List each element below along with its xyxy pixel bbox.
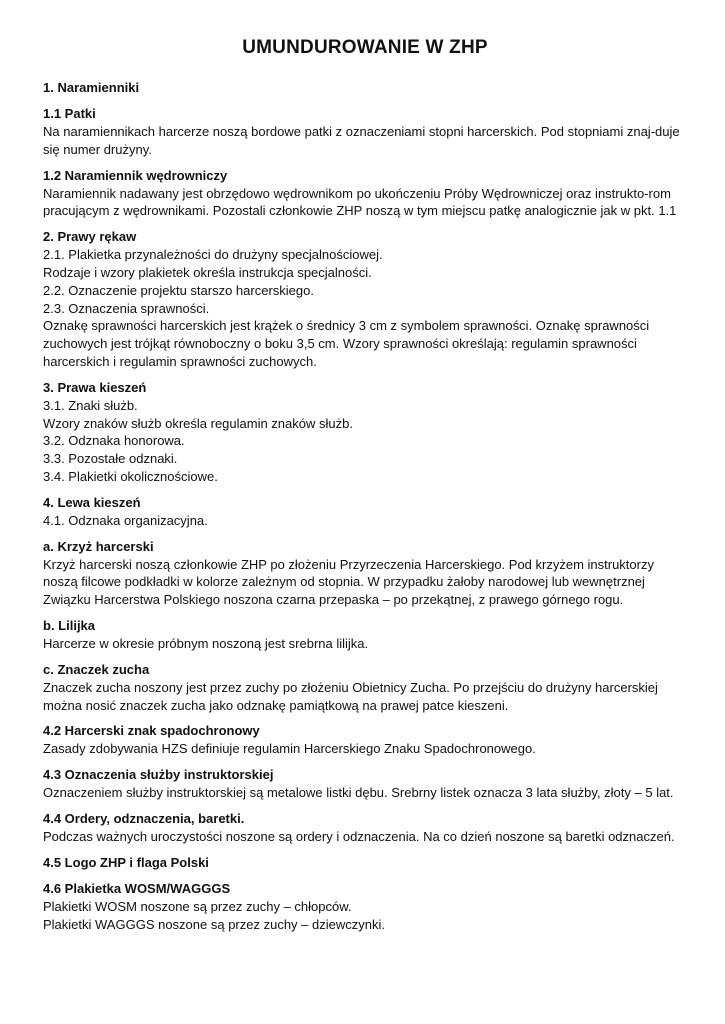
section-prawa-kieszen (43, 379, 687, 486)
paragraph: Oznakę sprawności harcerskich jest krążek o średnicy 3 cm z symbolem sprawności. Oznakę sprawności zuchowych jest trójkąt równoboczny o boku 3,5 cm. Wzory sprawności określają: regulamin sprawności harcerskich i regulamin sprawności zuchowych. (43, 318, 650, 369)
section-znak-spadochronowy (43, 722, 687, 758)
paragraph: Rodzaje i wzory plakietek określa instrukcja specjalności. (43, 264, 372, 280)
section-heading: 4.5 Logo ZHP i flaga Polski (43, 854, 209, 870)
paragraph: Krzyż harcerski noszą członkowie ZHP po złożeniu Przyrzeczenia Harcerskiego. Pod krzyżem instruktorzy noszą filcowe podkładki w kolorze zależnym od stopnia. W przypadku żałoby narodowej lub wewnętrznej Związku Harcerstwa Polskiego noszona czarna przepaska – po przekątnej, z prawego górnego rogu. (43, 556, 654, 608)
section-heading: 4.3 Oznaczenia służby instruktorskiej (43, 767, 274, 783)
section-lilijka (43, 617, 687, 653)
section-heading: b. Lilijka (43, 617, 96, 633)
paragraph: Plakietki WOSM noszone są przez zuchy – chłopców. (43, 898, 352, 914)
section-heading: 4.2 Harcerski znak spadochronowy (43, 723, 260, 739)
section-patki (43, 105, 687, 159)
section-heading: 2. Prawy rękaw (43, 229, 137, 245)
paragraph: 4.1. Odznaka organizacyjna. (43, 512, 208, 528)
section-naramienniki (43, 79, 687, 97)
paragraph: 2.1. Plakietka przynależności do drużyny specjalnościowej. (43, 247, 383, 263)
paragraph: 3.2. Odznaka honorowa. (43, 433, 185, 449)
paragraph: Wzory znaków służb określa regulamin znaków służb. (43, 415, 353, 431)
paragraph: 3.1. Znaki służb. (43, 397, 138, 413)
document-body (43, 79, 687, 941)
section-lewa-kieszen (43, 494, 687, 530)
section-heading: 1.2 Naramiennik wędrowniczy (43, 167, 228, 183)
paragraph: Naramiennik nadawany jest obrzędowo wędrownikom po ukończeniu Próby Wędrowniczej oraz instrukto-rom pracującym z wędrownikami. Pozostali członkowie ZHP noszą w tym miejscu patkę analogicznie jak w pkt. 1.1 (43, 185, 677, 219)
section-logo-flaga (43, 854, 687, 872)
paragraph: Znaczek zucha noszony jest przez zuchy po złożeniu Obietnicy Zucha. Po przejściu do drużyny harcerskiej można nosić znaczek zucha jako odznakę pamiątkową na prawej patce kieszeni. (43, 679, 658, 713)
paragraph: Harcerze w okresie próbnym noszoną jest srebrna lilijka. (43, 635, 369, 651)
document-page (43, 0, 687, 1024)
paragraph: 2.3. Oznaczenia sprawności. (43, 300, 210, 316)
paragraph: Podczas ważnych uroczystości noszone są ordery i odznaczenia. Na co dzień noszone są baretki odznaczeń. (43, 828, 675, 844)
page-title: UMUNDUROWANIE W ZHP (242, 37, 488, 58)
paragraph: Plakietki WAGGGS noszone są przez zuchy – dziewczynki. (43, 916, 385, 932)
section-plakietka-wosm-wagggs (43, 880, 687, 934)
section-heading: 3. Prawa kieszeń (43, 379, 147, 395)
section-ordery (43, 810, 687, 846)
paragraph: 3.4. Plakietki okolicznościowe. (43, 468, 218, 484)
section-heading: c. Znaczek zucha (43, 661, 150, 677)
section-sluzba-instruktorska (43, 766, 687, 802)
section-znaczek-zucha (43, 661, 687, 715)
section-prawy-rekaw (43, 228, 687, 371)
paragraph: Oznaczeniem służby instruktorskiej są metalowe listki dębu. Srebrny listek oznacza 3 lata służby, złoty – 5 lat. (43, 785, 674, 801)
paragraph: 3.3. Pozostałe odznaki. (43, 451, 178, 467)
section-heading: 1.1 Patki (43, 106, 96, 121)
paragraph: Zasady zdobywania HZS definiuje regulamin Harcerskiego Znaku Spadochronowego. (43, 741, 536, 757)
section-heading: 4. Lewa kieszeń (43, 494, 141, 510)
section-krzyz-harcerski (43, 538, 687, 609)
section-heading: 1. Naramienniki (43, 80, 140, 95)
paragraph: Na naramiennikach harcerze noszą bordowe patki z oznaczeniami stopni harcerskich. Pod stopniami znaj-duje się numer drużyny. (43, 124, 680, 157)
paragraph: 2.2. Oznaczenie projektu starszo harcerskiego. (43, 282, 314, 298)
section-heading: a. Krzyż harcerski (43, 538, 154, 554)
section-heading: 4.6 Plakietka WOSM/WAGGGS (43, 880, 231, 896)
section-heading: 4.4 Ordery, odznaczenia, baretki. (43, 810, 245, 826)
section-naramiennik-wedrowniczy (43, 167, 687, 221)
